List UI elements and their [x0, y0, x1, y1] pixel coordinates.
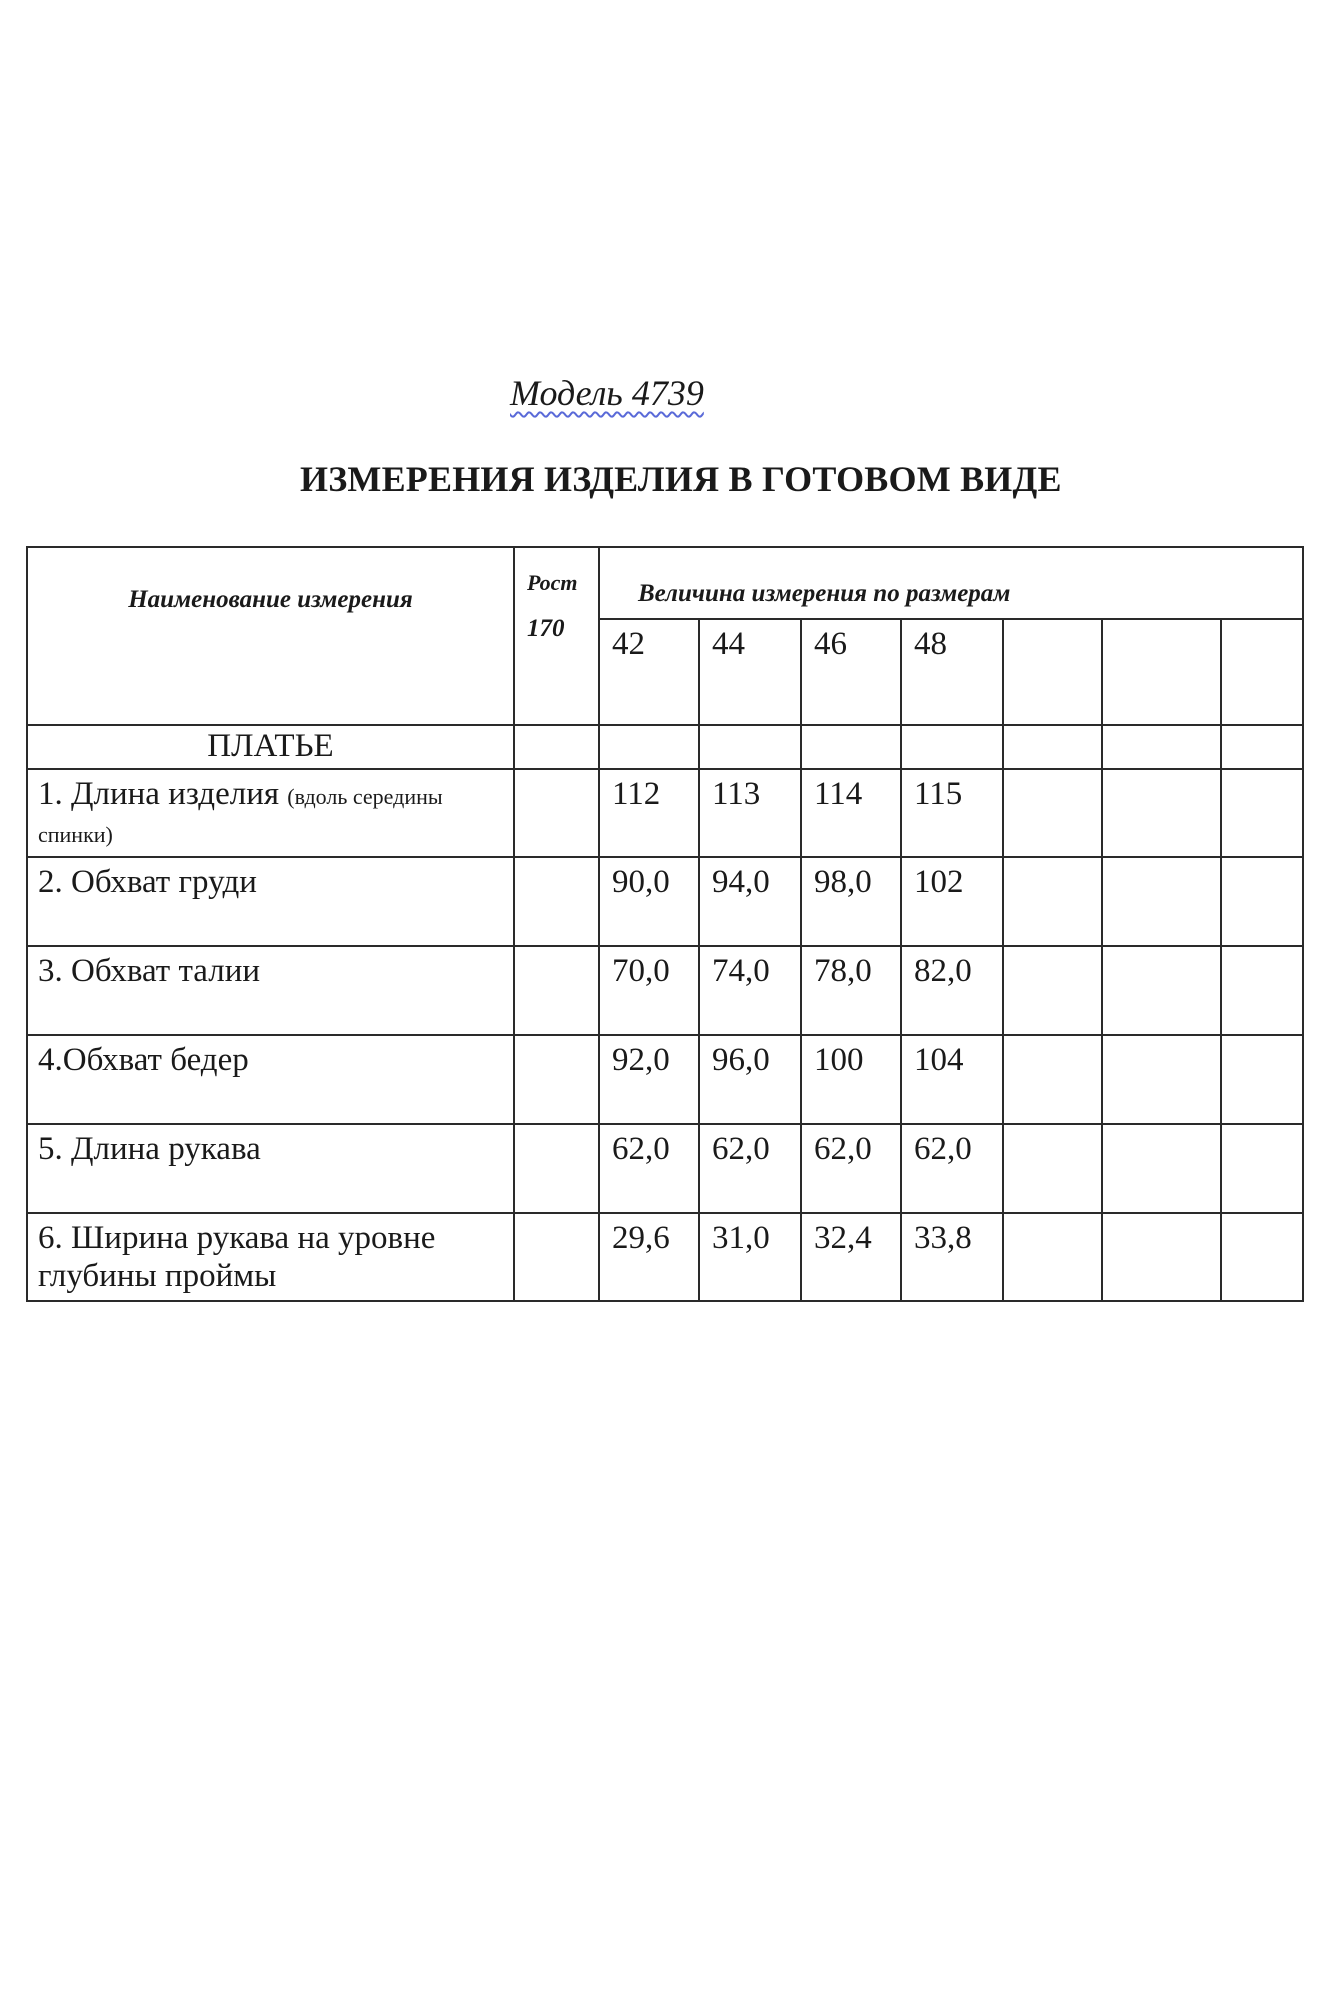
empty-cell	[1221, 1124, 1303, 1213]
value-cell: 82,0	[901, 946, 1003, 1035]
table-row	[27, 1035, 1303, 1124]
value-cell: 114	[801, 769, 901, 857]
section-title: ПЛАТЬЕ	[27, 725, 514, 769]
measurement-label: 4.Обхват бедер	[27, 1035, 514, 1124]
value-cell: 113	[699, 769, 801, 857]
empty-cell	[1102, 1213, 1221, 1301]
value-cell: 112	[599, 769, 699, 857]
measurement-label: 3. Обхват талии	[27, 946, 514, 1035]
empty-cell	[1003, 725, 1102, 769]
empty-cell	[699, 725, 801, 769]
empty-cell	[1003, 946, 1102, 1035]
measurement-note: (вдоль середины спинки)	[38, 784, 443, 847]
size-header-empty	[1102, 619, 1221, 725]
value-cell: 70,0	[599, 946, 699, 1035]
size-header-48: 48	[901, 619, 1003, 725]
measurement-label: 2. Обхват груди	[27, 857, 514, 946]
empty-cell	[801, 725, 901, 769]
value-cell: 92,0	[599, 1035, 699, 1124]
empty-cell	[514, 1124, 599, 1213]
size-header-42: 42	[599, 619, 699, 725]
size-header-46: 46	[801, 619, 901, 725]
empty-cell	[514, 857, 599, 946]
height-header	[514, 547, 599, 725]
empty-cell	[901, 725, 1003, 769]
value-cell: 96,0	[699, 1035, 801, 1124]
value-cell: 62,0	[901, 1124, 1003, 1213]
value-cell: 74,0	[699, 946, 801, 1035]
value-cell: 29,6	[599, 1213, 699, 1301]
table-row	[27, 1124, 1303, 1213]
table-row	[27, 769, 1303, 857]
size-header-44: 44	[699, 619, 801, 725]
value-cell: 94,0	[699, 857, 801, 946]
empty-cell	[1102, 857, 1221, 946]
measurement-label: 6. Ширина рукава на уровне глубины проймы	[27, 1213, 514, 1301]
value-cell: 62,0	[699, 1124, 801, 1213]
value-cell: 78,0	[801, 946, 901, 1035]
value-cell: 98,0	[801, 857, 901, 946]
empty-cell	[1102, 1035, 1221, 1124]
value-cell: 33,8	[901, 1213, 1003, 1301]
empty-cell	[1003, 857, 1102, 946]
value-cell: 102	[901, 857, 1003, 946]
page-title: ИЗМЕРЕНИЯ ИЗДЕЛИЯ В ГОТОВОМ ВИДЕ	[300, 459, 1062, 499]
table-row	[27, 946, 1303, 1035]
empty-cell	[1003, 1124, 1102, 1213]
empty-cell	[1102, 769, 1221, 857]
empty-cell	[514, 946, 599, 1035]
measurements-table	[26, 546, 1304, 1302]
empty-cell	[1221, 857, 1303, 946]
empty-cell	[1003, 769, 1102, 857]
value-cell: 32,4	[801, 1213, 901, 1301]
empty-cell	[1221, 1213, 1303, 1301]
model-title: Модель 4739	[510, 373, 704, 413]
empty-cell	[1102, 946, 1221, 1035]
measurement-label-text: 1. Длина изделия	[38, 776, 280, 812]
empty-cell	[1221, 769, 1303, 857]
empty-cell	[1221, 946, 1303, 1035]
value-cell: 62,0	[599, 1124, 699, 1213]
height-value: 170	[527, 615, 565, 643]
measurement-name-header: Наименование измерения	[27, 547, 514, 725]
empty-cell	[514, 1035, 599, 1124]
empty-cell	[1102, 725, 1221, 769]
size-header-empty	[1003, 619, 1102, 725]
empty-cell	[514, 769, 599, 857]
value-cell: 31,0	[699, 1213, 801, 1301]
empty-cell	[1102, 1124, 1221, 1213]
empty-cell	[1221, 1035, 1303, 1124]
value-cell: 100	[801, 1035, 901, 1124]
empty-cell	[1221, 725, 1303, 769]
empty-cell	[514, 1213, 599, 1301]
height-label: Рост	[527, 570, 578, 595]
table-row	[27, 857, 1303, 946]
table-row	[27, 1213, 1303, 1301]
empty-cell	[599, 725, 699, 769]
value-cell: 90,0	[599, 857, 699, 946]
value-cell: 104	[901, 1035, 1003, 1124]
value-cell: 115	[901, 769, 1003, 857]
empty-cell	[514, 725, 599, 769]
size-header-empty	[1221, 619, 1303, 725]
empty-cell	[1003, 1213, 1102, 1301]
value-cell: 62,0	[801, 1124, 901, 1213]
measurement-label	[27, 769, 514, 857]
measurement-label: 5. Длина рукава	[27, 1124, 514, 1213]
empty-cell	[1003, 1035, 1102, 1124]
size-group-header: Величина измерения по размерам	[599, 547, 1303, 619]
